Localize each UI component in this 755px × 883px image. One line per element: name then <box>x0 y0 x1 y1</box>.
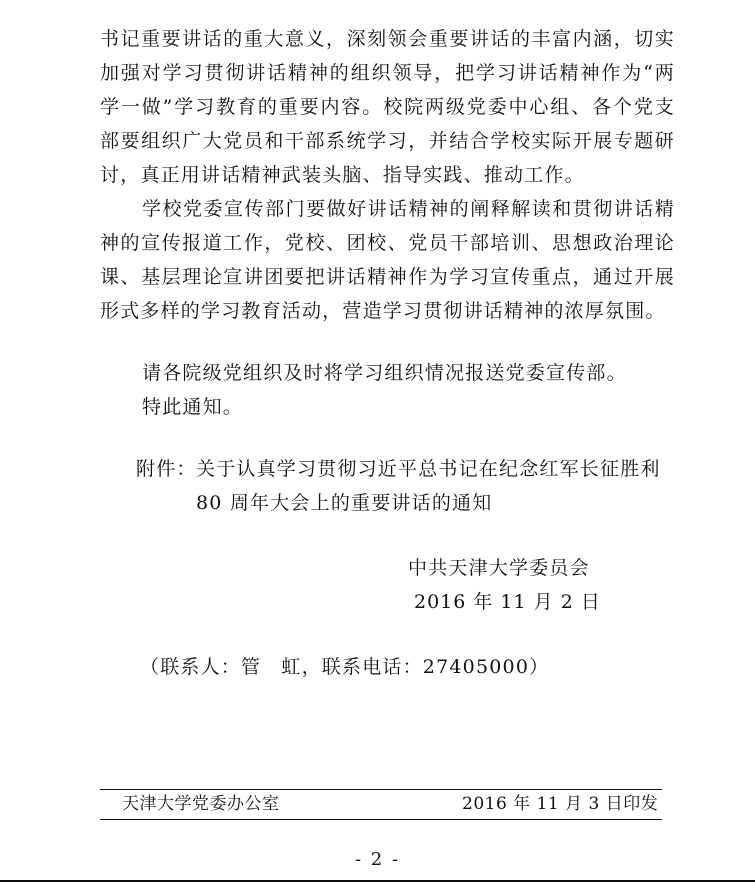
contact-info: （联系人：管 虹，联系电话：27405000） <box>140 656 550 678</box>
body-paragraph-3: 请各院级党组织及时将学习组织情况报送党委宣传部。 <box>142 362 627 384</box>
footer-issuing-office: 天津大学党委办公室 <box>122 794 280 814</box>
body-paragraph-2: 学校党委宣传部门要做好讲话精神的阐释解读和贯彻讲话精神的宣传报道工作，党校、团校、党员干部培训、思想政治理论课、基层理论宣讲团要把讲话精神作为学习宣传重点，通过开展形式多样的学习教育活动，营造学习贯彻讲话精神的浓厚氛围。 <box>100 198 675 322</box>
footer-top-rule <box>100 789 662 790</box>
footer-bottom-rule <box>100 819 662 820</box>
body-paragraph-4: 特此通知。 <box>142 396 244 418</box>
page-edge-divider <box>0 880 755 882</box>
attachment-label: 附件： <box>136 458 197 480</box>
signature-date: 2016 年 11 月 2 日 <box>414 591 601 613</box>
footer-print-date: 2016 年 11 月 3 日印发 <box>462 794 659 814</box>
attachment-title-line-1: 关于认真学习贯彻习近平总书记在纪念红军长征胜利 <box>196 458 661 480</box>
body-paragraph-1: 书记重要讲话的重大意义，深刻领会重要讲话的丰富内涵，切实加强对学习贯彻讲话精神的组织领导，把学习讲话精神作为“两学一做”学习教育的重要内容。校院两级党委中心组、各个党支部要组织广大党员和干部系统学习，并结合学校实际开展专题研讨，真正用讲话精神武装头脑、指导实践、推动工作。 <box>100 28 675 186</box>
attachment-title-line-2: 80 周年大会上的重要讲话的通知 <box>196 492 493 514</box>
signature-organization: 中共天津大学委员会 <box>408 557 590 579</box>
page-number: - 2 - <box>354 849 401 870</box>
